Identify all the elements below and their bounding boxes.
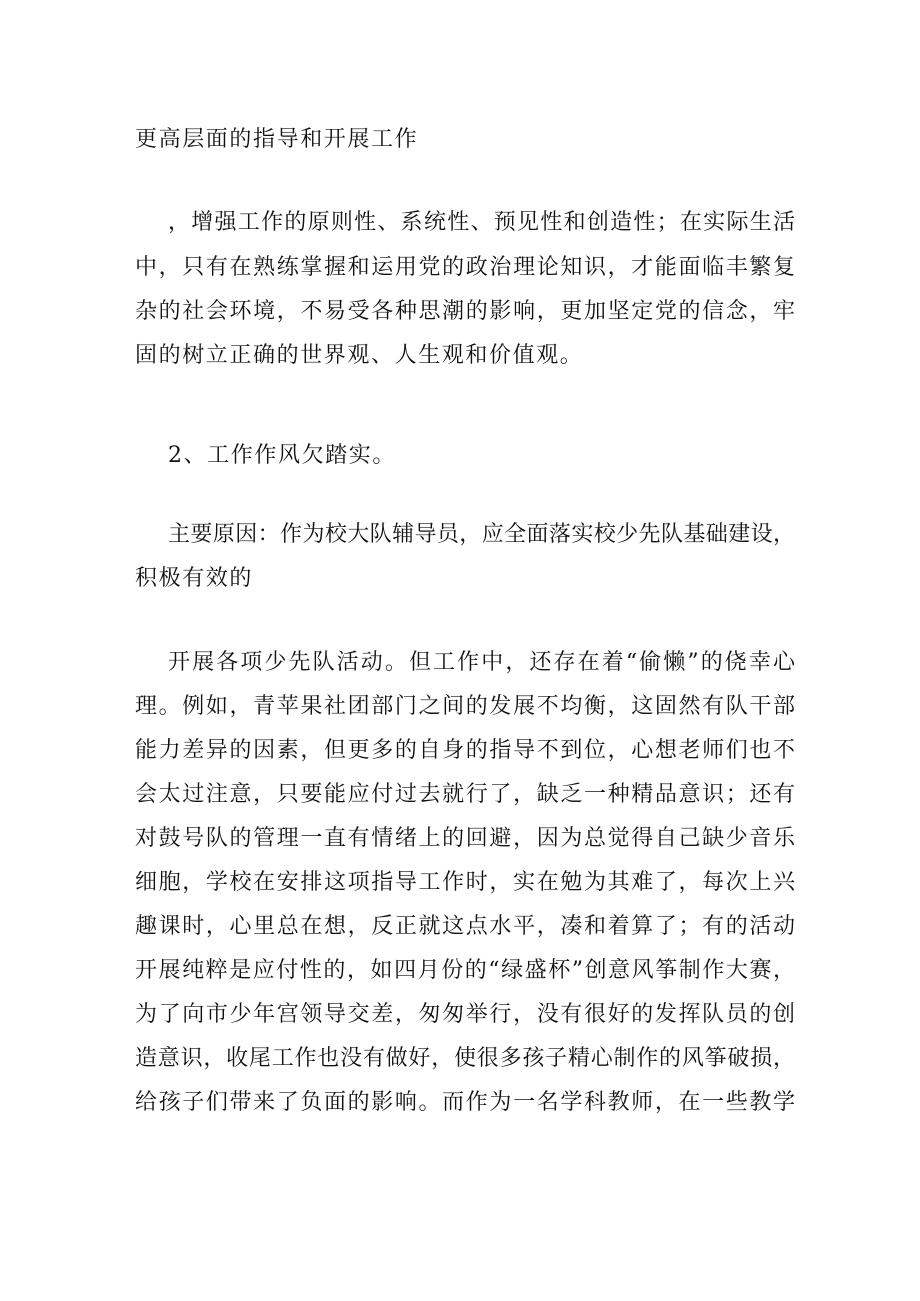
paragraph3-line-10: 造意识，收尾工作也没有做好，使很多孩子精心制作的风筝破损， — [135, 1046, 795, 1071]
paragraph3-line-4: 会太过注意，只要能应付过去就行了，缺乏一种精品意识；还有 — [135, 782, 795, 807]
paragraph3-line-7: 趣课时，心里总在想，反正就这点水平，凑和着算了；有的活动 — [135, 914, 795, 939]
heading-line: 更高层面的指导和开展工作 — [135, 127, 419, 152]
paragraph2-line-2: 积极有效的 — [135, 566, 254, 591]
paragraph3-line-2: 理。例如，青苹果社团部门之间的发展不均衡，这固然有队干部 — [135, 694, 795, 719]
paragraph3-line-1: 开展各项少先队活动。但工作中，还存在着“偷懒”的侥幸心 — [168, 650, 795, 675]
paragraph3-line-5: 对鼓号队的管理一直有情绪上的回避，因为总觉得自己缺少音乐 — [135, 826, 795, 851]
paragraph3-line-3: 能力差异的因素，但更多的自身的指导不到位，心想老师们也不 — [135, 738, 795, 763]
paragraph3-line-8: 开展纯粹是应付性的，如四月份的“绿盛杯”创意风筝制作大赛， — [135, 958, 795, 983]
paragraph3-line-11: 给孩子们带来了负面的影响。而作为一名学科教师，在一些教学 — [135, 1090, 795, 1115]
section2-title: 2、工作作风欠踏实。 — [168, 443, 396, 468]
paragraph2-line-1: 主要原因：作为校大队辅导员，应全面落实校少先队基础建设， — [168, 522, 795, 547]
paragraph3-line-6: 细胞，学校在安排这项指导工作时，实在勉为其难了，每次上兴 — [135, 870, 795, 895]
paragraph1-line-3: 杂的社会环境，不易受各种思潮的影响，更加坚定党的信念，牢 — [135, 299, 795, 324]
paragraph1-line-1: ，增强工作的原则性、系统性、预见性和创造性；在实际生活 — [168, 210, 795, 235]
paragraph1-line-2: 中，只有在熟练掌握和运用党的政治理论知识，才能面临丰繁复 — [135, 255, 795, 280]
paragraph3-line-9: 为了向市少年宫领导交差，匆匆举行，没有很好的发挥队员的创 — [135, 1002, 795, 1027]
paragraph1-line-4: 固的树立正确的世界观、人生观和价值观。 — [135, 343, 584, 368]
